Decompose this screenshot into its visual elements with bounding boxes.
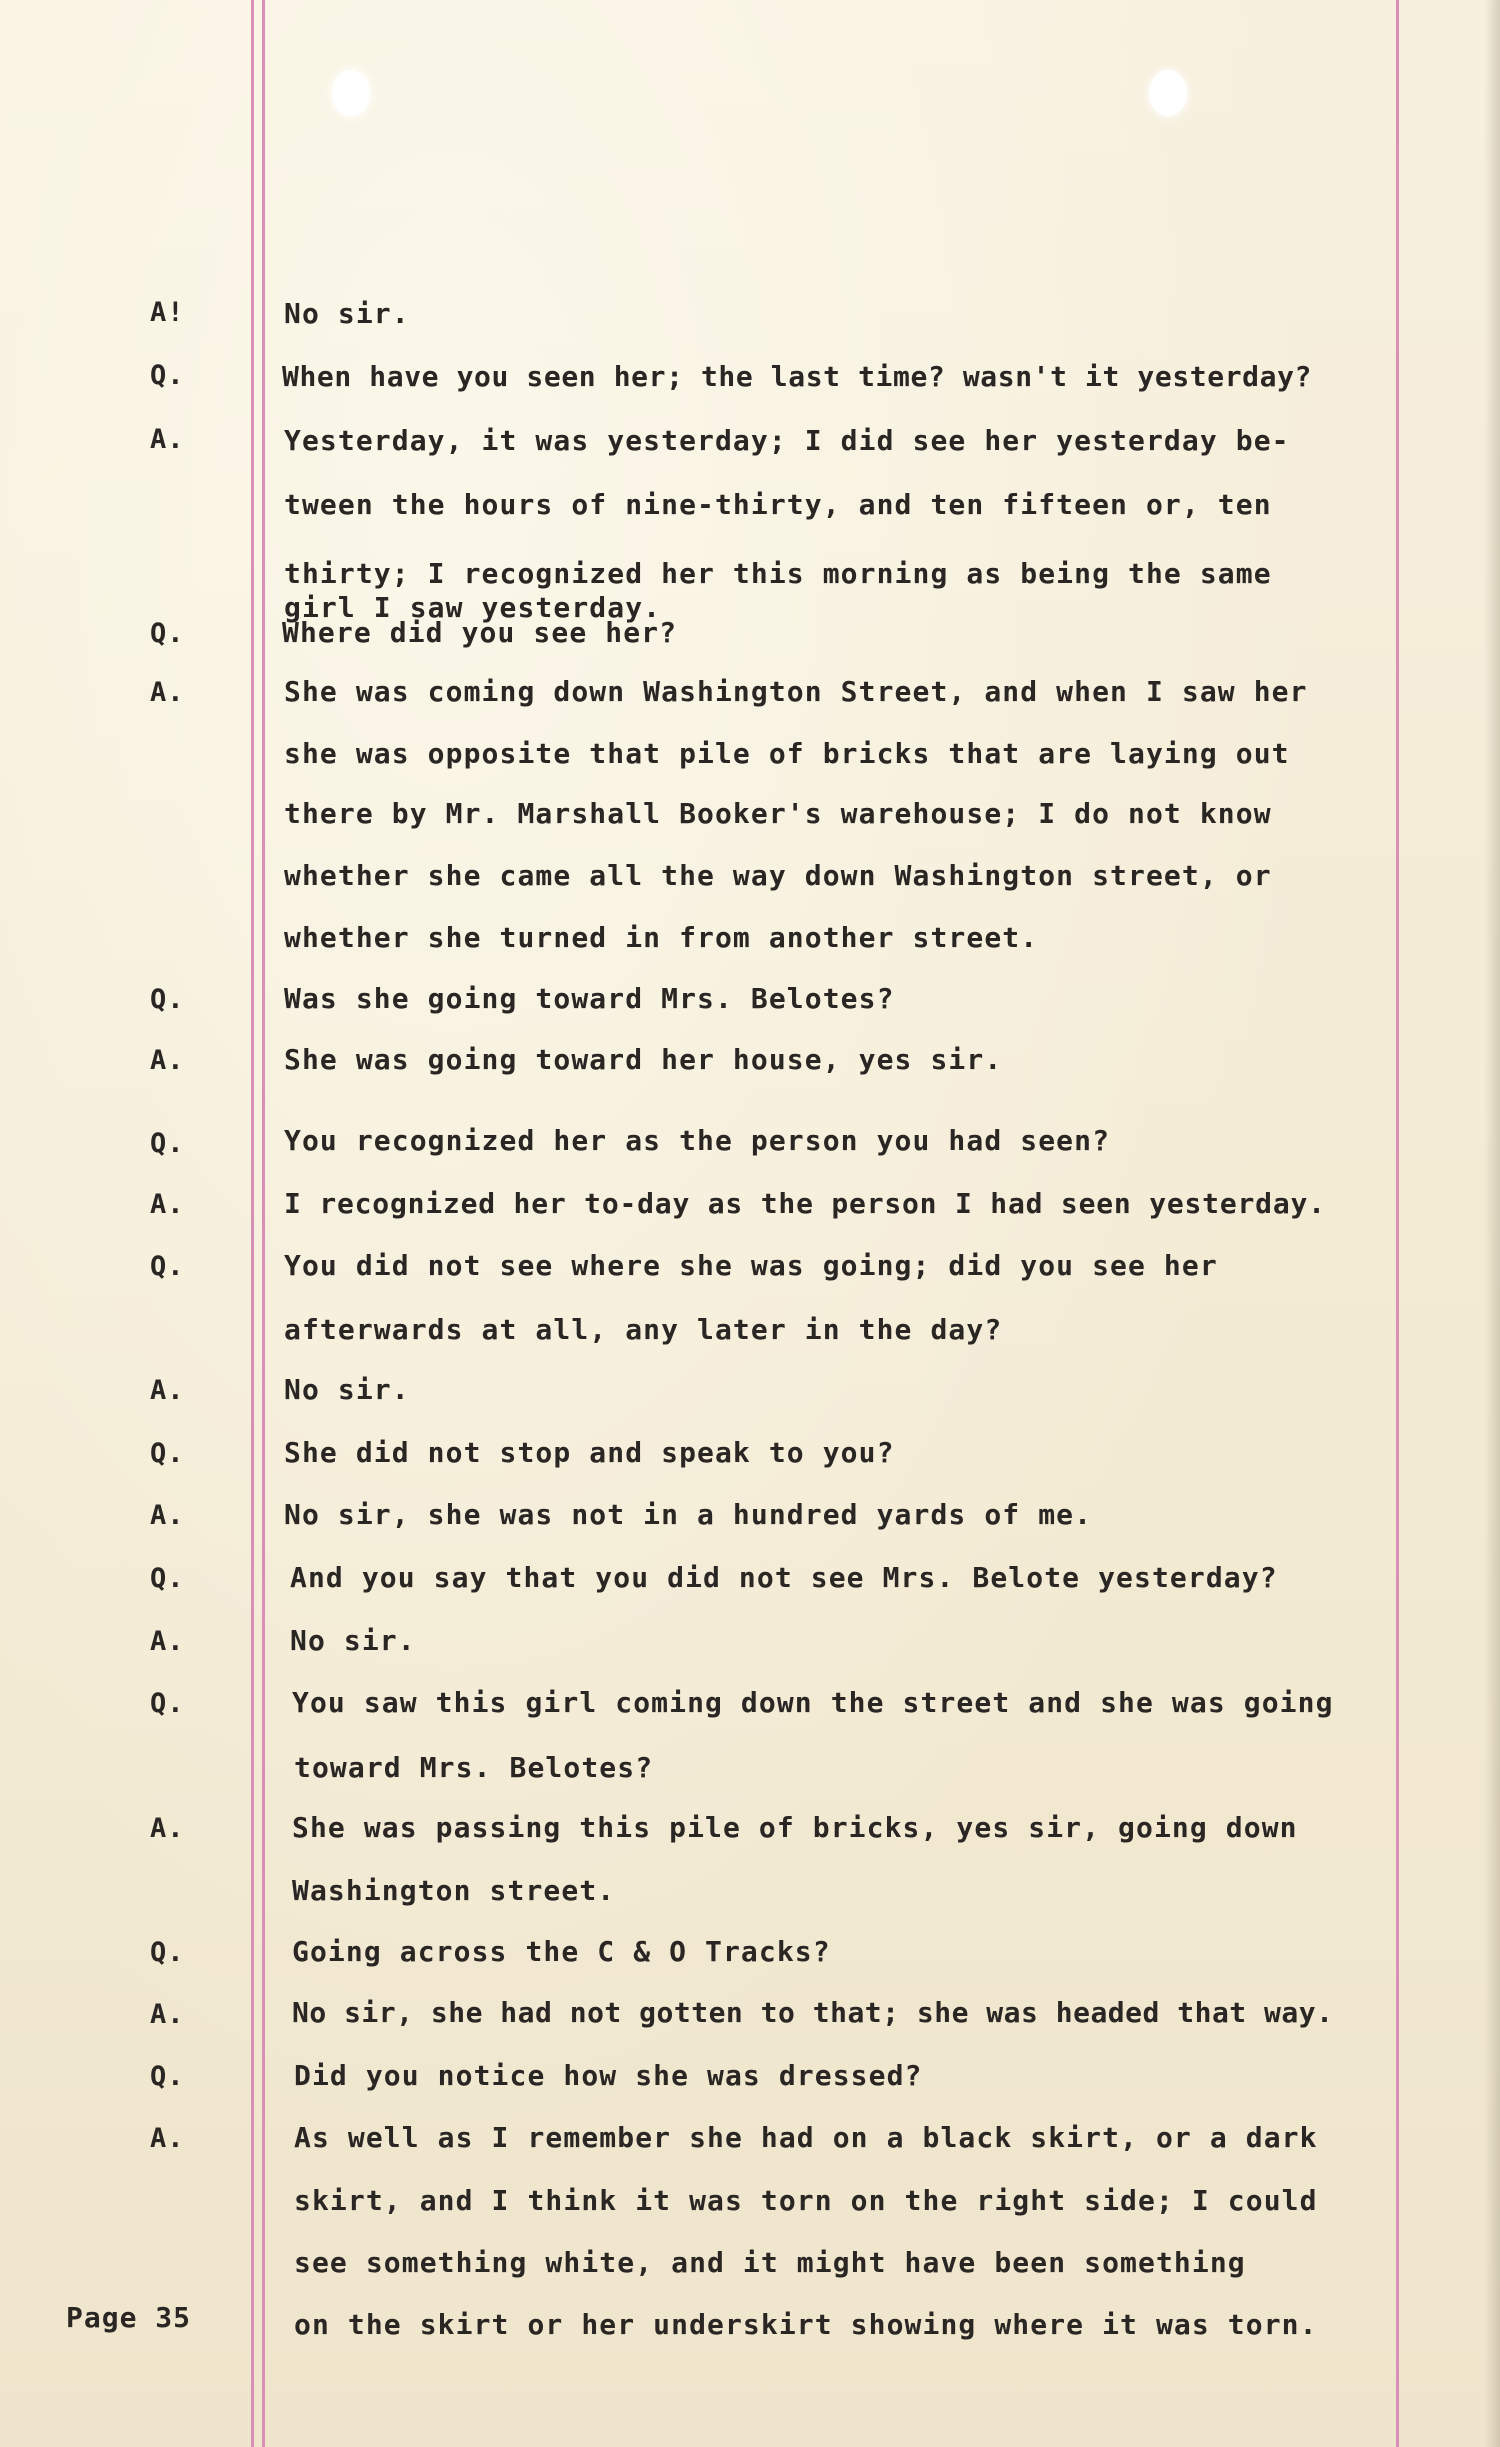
punch-hole [1149,70,1187,116]
speaker-label: Q. [150,1438,185,1469]
testimony-line: She was coming down Washington Street, and when I saw her [284,675,1308,708]
testimony-line: You saw this girl coming down the street and she was going [292,1686,1334,1719]
testimony-line: skirt, and I think it was torn on the right side; I could [294,2184,1318,2217]
testimony-line: Going across the C & O Tracks? [292,1935,831,1968]
speaker-label: Q. [150,618,185,649]
speaker-label: A. [150,677,185,708]
page-number: Page 35 [66,2301,192,2334]
testimony-line: Did you notice how she was dressed? [294,2059,923,2092]
speaker-label: Q. [150,984,185,1015]
testimony-line: No sir, she had not gotten to that; she was headed that way. [292,1996,1334,2029]
testimony-line: afterwards at all, any later in the day? [284,1313,1003,1346]
testimony-line: She did not stop and speak to you? [284,1436,895,1469]
left-margin-rule-inner [262,0,265,2447]
testimony-line: toward Mrs. Belotes? [294,1751,654,1784]
speaker-label: A. [150,1999,185,2030]
testimony-line: No sir, she was not in a hundred yards of me. [284,1498,1093,1531]
speaker-label: A. [150,424,185,455]
testimony-line: No sir. [290,1624,416,1657]
testimony-line: Washington street. [292,1874,616,1907]
speaker-label: Q. [150,1251,185,1282]
testimony-line: And you say that you did not see Mrs. Belote yesterday? [290,1561,1278,1594]
testimony-line: Where did you see her? [282,616,678,649]
testimony-line: You recognized her as the person you had seen? [284,1124,1111,1157]
testimony-line: Was she going toward Mrs. Belotes? [284,982,895,1015]
punch-hole [332,70,370,116]
testimony-line: tween the hours of nine-thirty, and ten fifteen or, ten [284,488,1272,521]
testimony-line: You did not see where she was going; did you see her [284,1249,1218,1282]
speaker-label: Q. [150,1563,185,1594]
speaker-label: Q. [150,1688,185,1719]
testimony-line: She was going toward her house, yes sir. [284,1043,1003,1076]
speaker-label: A. [150,1813,185,1844]
testimony-line: Yesterday, it was yesterday; I did see her yesterday be- [284,424,1290,457]
testimony-line: she was opposite that pile of bricks that are laying out [284,737,1290,770]
testimony-line: see something white, and it might have been something [294,2246,1246,2279]
speaker-label: A. [150,1375,185,1406]
speaker-label: A. [150,1626,185,1657]
testimony-line: No sir. [284,297,410,330]
speaker-label: A. [150,1045,185,1076]
speaker-label: Q. [150,360,185,391]
right-margin-rule [1396,0,1399,2447]
testimony-line: whether she turned in from another street. [284,921,1039,954]
testimony-line: As well as I remember she had on a black skirt, or a dark [294,2121,1318,2154]
testimony-line: whether she came all the way down Washington street, or [284,859,1272,892]
speaker-label: A. [150,1189,185,1220]
testimony-line: No sir. [284,1373,410,1406]
testimony-line: on the skirt or her underskirt showing where it was torn. [294,2308,1318,2341]
testimony-line: When have you seen her; the last time? wasn't it yesterday? [282,360,1312,393]
speaker-label: A. [150,2123,185,2154]
testimony-line: there by Mr. Marshall Booker's warehouse; I do not know [284,797,1272,830]
speaker-label: A! [150,297,185,328]
left-margin-rule [251,0,254,2447]
testimony-line: She was passing this pile of bricks, yes sir, going down [292,1811,1298,1844]
speaker-label: A. [150,1500,185,1531]
speaker-label: Q. [150,2061,185,2092]
speaker-label: Q. [150,1128,185,1159]
speaker-label: Q. [150,1937,185,1968]
testimony-line: I recognized her to-day as the person I had seen yesterday. [284,1187,1326,1220]
testimony-line: thirty; I recognized her this morning as being the same [284,557,1272,590]
page-edge-shadow [1484,0,1500,2447]
testimony-line: girl I saw yesterday. [284,591,662,624]
